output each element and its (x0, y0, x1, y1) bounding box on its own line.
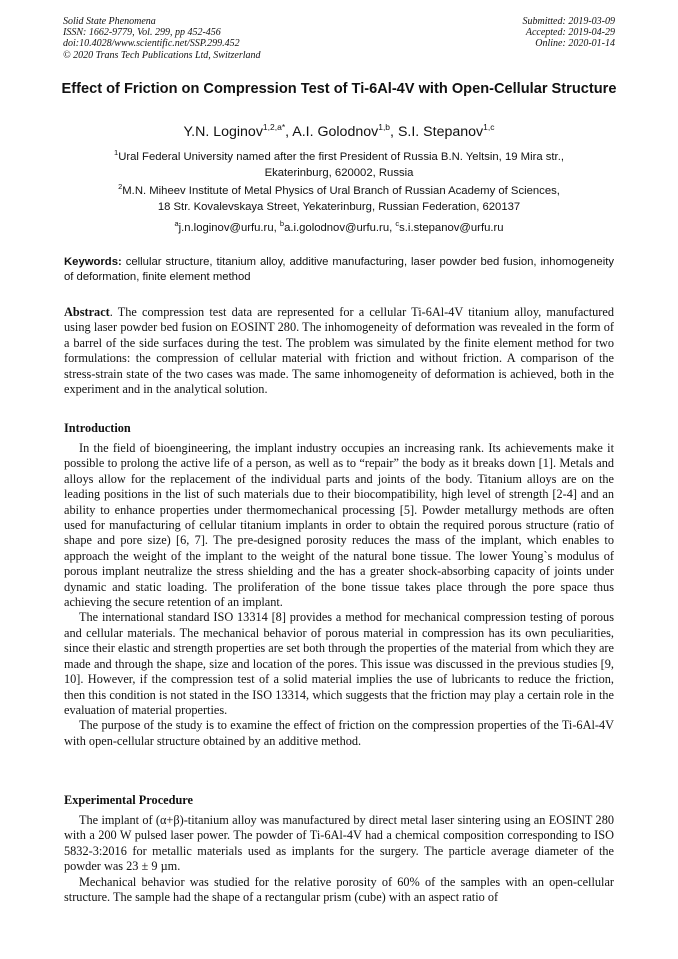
paper-title: Effect of Friction on Compression Test of Ti-6Al-4V with Open-Cellular Structure (61, 81, 617, 97)
email-address[interactable]: s.i.stepanov@urfu.ru (399, 222, 504, 234)
affiliation-line: Ural Federal University named after the first President of Russia B.N. Yeltsin, 19 Mira str., (118, 151, 564, 163)
paragraph: In the field of bioengineering, the implant industry occupies an increasing rank. Its achievements make it possible to prolong the active life of a person, as well as to “repair” the body as it breaks down [1]. Metals and alloys allow for the replacement of the individual parts and joints of the body. Titanium alloys are on the leading positions in the list of such materials due to their biocompatibility, high level of strength [2-4] and an ability to enhance properties under thermomechanical processing [5]. Powder metallurgy methods are often used for manufacturing of cellular titanium implants in order to obtain the required porous structure (ratio of shape and pore size) [6, 7]. The pre-designed porosity reduces the mass of the implant, which enables to approach the weight of the implant to the weight of the natural bone tissue. The lower Young`s modulus of porous implant neutralize the stress shielding and the has a greater shock-absorbing capacity of joints under dynamic and static loading. The proliferation of the bone tissue takes place through the pore space thus achieving the secure retention of an implant. (64, 441, 614, 610)
keywords-text: cellular structure, titanium alloy, additive manufacturing, laser powder bed fusion, inhomogeneity of deformation, finite element method (64, 256, 614, 284)
introduction-body (64, 441, 614, 749)
accepted-date: Accepted: 2019-04-29 (525, 27, 615, 39)
abstract-label: Abstract (64, 305, 110, 319)
keywords (64, 255, 614, 285)
author-list (40, 124, 638, 140)
author-emails (50, 221, 628, 235)
author-separator: , (285, 124, 293, 140)
doi: doi:10.4028/www.scientific.net/SSP.299.452 (63, 38, 240, 50)
affiliation-2 (50, 184, 628, 215)
publication-dates (523, 16, 616, 50)
email-mark: c (395, 219, 400, 228)
author-name: Y.N. Loginov (183, 124, 263, 140)
paragraph: The purpose of the study is to examine the effect of friction on the compression properties of the Ti-6Al-4V with open-cellular structure obtained by an additive method. (64, 718, 614, 748)
issn: ISSN: 1662-9779, Vol. 299, pp 452-456 (63, 27, 221, 39)
author-affiliation-mark: 1,b (378, 122, 391, 132)
email-separator: , (273, 222, 280, 234)
author-affiliation-mark: 1,c (483, 122, 495, 132)
email-address[interactable]: j.n.loginov@urfu.ru (178, 222, 274, 234)
abstract-text: . The compression test data are represented for a cellular Ti-6Al-4V titanium alloy, manufactured using laser powder bed fusion on EOSINT 280. The inhomogeneity of deformation was revealed in the form of a barrel of the side surfaces during the test. The problem was simulated by the finite element method for two formulations: the compression of cellular material with friction and without friction. A comparison of the stress-strain state of the two cases was made. The same inhomogeneity of deformation is achieved, both in the experiment and in the analytical solution. (64, 305, 614, 397)
author-affiliation-mark: 1,2,a* (262, 122, 286, 132)
paragraph: Mechanical behavior was studied for the relative porosity of 60% of the samples with an open-cellular structure. The sample had the shape of a rectangular prism (cube) with an aspect ratio of (64, 874, 614, 905)
author-separator: , (390, 124, 398, 140)
affiliation-1 (50, 150, 628, 181)
affiliation-line: 18 Str. Kovalevskaya Street, Yekaterinburg, Russian Federation, 620137 (157, 200, 521, 213)
introduction-heading: Introduction (64, 421, 131, 435)
email-separator: , (389, 222, 396, 234)
paragraph: The international standard ISO 13314 [8] provides a method for mechanical compression testing of porous and cellular materials. The mechanical behavior of porous material in compression has its own peculiarities, since their elastic and strength properties are set both through the properties of the material from which they are made and through the shape, size and location of the pores. This issue was discussed in the previous studies [9, 10]. However, if the compression test of a solid material implies the use of lubricants to reduce the friction, then this condition is not stated in the ISO 13314, which suggests that the friction may play a certain role in the evaluation of material properties. (64, 610, 614, 717)
email-address[interactable]: a.i.golodnov@urfu.ru (284, 222, 390, 234)
affiliation-line: M.N. Miheev Institute of Metal Physics of Ural Branch of Russian Academy of Sciences, (122, 185, 560, 197)
copyright: © 2020 Trans Tech Publications Ltd, Switzerland (63, 49, 261, 61)
email-mark: a (174, 219, 179, 228)
author-name: A.I. Golodnov (292, 124, 379, 140)
email-mark: b (279, 219, 285, 228)
affiliation-number: 2 (118, 182, 123, 191)
affiliation-number: 1 (114, 148, 119, 157)
online-date: Online: 2020-01-14 (535, 38, 615, 50)
paragraph: The implant of (α+β)-titanium alloy was manufactured by direct metal laser sintering using an EOSINT 280 with a 200 W pulsed laser power. The powder of Ti-6Al-4V had a chemical composition corresponding to ISO 5832-3:2016 for metallic materials used as implants for the surgery. The particle average diameter of the powder was 23 ± 9 µm. (64, 813, 614, 874)
abstract (64, 305, 614, 397)
journal-name: Solid State Phenomena (63, 16, 156, 27)
experimental-body (64, 813, 614, 905)
author-name: S.I. Stepanov (397, 124, 484, 140)
affiliation-line: Ekaterinburg, 620002, Russia (264, 166, 414, 179)
keywords-label: Keywords: (64, 256, 122, 268)
experimental-heading: Experimental Procedure (64, 793, 193, 807)
submitted-date: Submitted: 2019-03-09 (522, 16, 615, 27)
journal-info (63, 16, 261, 61)
